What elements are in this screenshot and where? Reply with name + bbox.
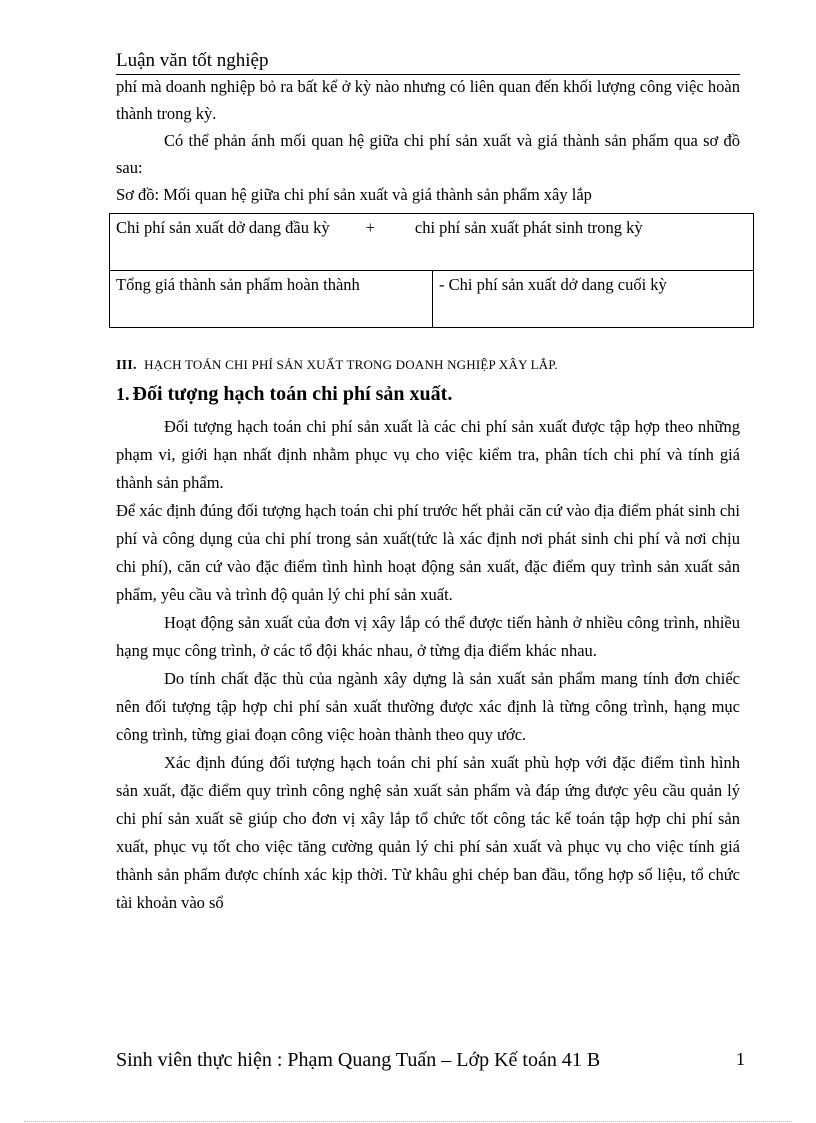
subsection-title: Đối tượng hạch toán chi phí sản xuất. <box>132 383 453 405</box>
page-number: 1 <box>736 1049 745 1069</box>
paragraph-2: Để xác định đúng đối tượng hạch toán chi phí trước hết phải căn cứ vào địa điểm phát sinh chi phí và công dụng của chi phí trong sản xuất(tức là xác định nơi phát sinh chi phí và nơi chịu chi phí), căn cứ vào đặc điểm tình hình hoạt động sản xuất, đặc điểm quy trình sản xuất sản phẩm, yêu cầu và trình độ quản lý chi phí sản xuất. <box>116 501 740 604</box>
main-content <box>116 413 740 917</box>
diagram-bottom-left: Tổng giá thành sản phẩm hoàn thành <box>110 271 433 328</box>
paragraph-5: Xác định đúng đối tượng hạch toán chi phí sản xuất phù hợp với đặc điểm tình hình sản xuất, đặc điểm quy trình công nghệ sản xuất sản phẩm và đáp ứng được yêu cầu quản lý chi phí sản xuất sẽ giúp cho đơn vị xây lắp tổ chức tốt công tác kế toán tập hợp chi phí sản xuất, phục vụ tốt cho việc tăng cường quản lý chi phí sản xuất và phục vụ cho việc tính giá thành sản phẩm được chính xác kịp thời. Từ khâu ghi chép ban đầu, tổng hợp số liệu, tổ chức tài khoản vào sổ <box>116 753 740 912</box>
intro-paragraph-1: phí mà doanh nghiệp bỏ ra bất kể ở kỳ nào nhưng có liên quan đến khối lượng công việc hoàn thành trong kỳ. <box>116 77 740 123</box>
paragraph-3: Hoạt động sản xuất của đơn vị xây lắp có thể được tiến hành ở nhiều công trình, nhiều hạng mục công trình, ở các tổ đội khác nhau, ở từng địa điểm khác nhau. <box>116 613 740 660</box>
cost-relationship-diagram <box>109 213 754 328</box>
page-bottom-border <box>24 1121 792 1122</box>
section-heading <box>116 357 558 374</box>
diagram-bottom-right: - Chi phí sản xuất dở dang cuối kỳ <box>433 271 754 328</box>
subsection-heading <box>116 383 452 406</box>
diagram-caption: Sơ đồ: Mối quan hệ giữa chi phí sản xuất và giá thành sản phẩm xây lắp <box>116 185 592 204</box>
intro-paragraph-2: Có thể phản ánh mối quan hệ giữa chi phí sản xuất và giá thành sản phẩm qua sơ đồ sau: <box>116 131 740 177</box>
subsection-number: 1. <box>116 384 130 404</box>
page-footer: Sinh viên thực hiện : Phạm Quang Tuấn – Lớp Kế toán 41 B <box>116 1049 601 1071</box>
section-number: III. <box>116 358 137 373</box>
section-title: HẠCH TOÁN CHI PHÍ SẢN XUẤT TRONG DOANH NGHIỆP XÂY LẮP. <box>144 357 558 372</box>
diagram-plus-sign: + <box>365 218 375 237</box>
intro-text <box>116 73 740 208</box>
diagram-top-right: chi phí sản xuất phát sinh trong kỳ <box>414 218 643 237</box>
page-header: Luận văn tốt nghiệp <box>116 50 269 71</box>
diagram-top-left: Chi phí sản xuất dở dang đầu kỳ <box>116 218 330 237</box>
paragraph-4: Do tính chất đặc thù của ngành xây dựng là sản xuất sản phẩm mang tính đơn chiếc nên đối tượng tập hợp chi phí sản xuất thường được xác định là từng công trình, hạng mục công trình, từng giai đoạn công việc hoàn thành theo quy ước. <box>116 669 740 744</box>
diagram-top-cell <box>110 214 754 271</box>
paragraph-1: Đối tượng hạch toán chi phí sản xuất là các chi phí sản xuất được tập hợp theo những phạm vi, giới hạn nhất định nhằm phục vụ cho việc kiểm tra, phân tích chi phí và tính giá thành sản phẩm. <box>116 417 740 492</box>
